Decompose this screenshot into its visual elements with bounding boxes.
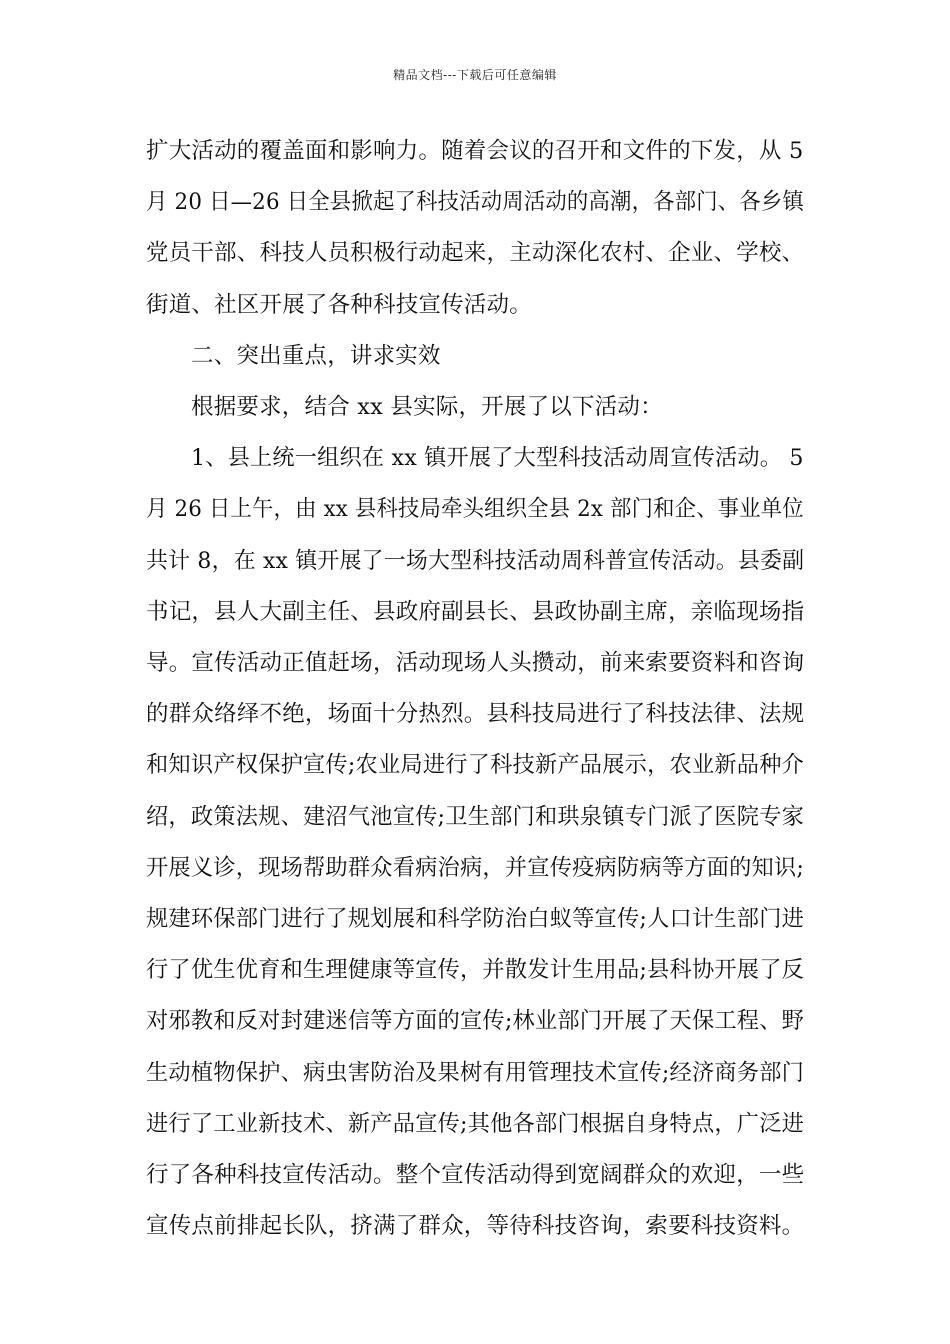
- text-line: 街道、社区开展了各种科技宣传活动。: [146, 291, 532, 318]
- text-line: 扩大活动的覆盖面和影响力。随着会议的召开和文件的下发，从 5: [146, 138, 804, 164]
- text-line: 进行了工业新技术、新产品宣传;其他各部门根据自身特点，广泛进: [146, 1110, 805, 1137]
- text-line: 的群众络绎不绝，场面十分热烈。县科技局进行了科技法律、法规: [146, 701, 805, 728]
- page-header: 精品文档---下载后可任意编辑: [393, 68, 557, 82]
- text-line: 宣传点前排起长队，挤满了群众，等待科技咨询，索要科技资料。: [146, 1213, 805, 1240]
- text-line: 二、突出重点，讲求实效: [191, 342, 441, 369]
- text-line: 绍，政策法规、建沼气池宣传;卫生部门和珙泉镇专门派了医院专家: [146, 803, 805, 830]
- text-line: 1、县上统一组织在 xx 镇开展了大型科技活动周宣传活动。 5: [191, 445, 804, 472]
- text-line: 行了优生优育和生理健康等宣传，并散发计生用品;县科协开展了反: [146, 957, 805, 984]
- text-line: 行了各种科技宣传活动。整个宣传活动得到宽阔群众的欢迎，一些: [146, 1162, 805, 1188]
- text-line: 根据要求，结合 xx 县实际，开展了以下活动：: [191, 394, 663, 420]
- text-line: 导。宣传活动正值赶场，活动现场人头攒动，前来索要资料和咨询: [146, 650, 805, 676]
- text-line: 共计 8，在 xx 镇开展了一场大型科技活动周科普宣传活动。县委副: [146, 547, 805, 574]
- text-line: 和知识产权保护宣传;农业局进行了科技新产品展示，农业新品种介: [146, 752, 805, 779]
- text-line: 月 26 日上午，由 xx 县科技局牵头组织全县 2x 部门和企、事业单位: [146, 496, 804, 523]
- text-line: 开展义诊，现场帮助群众看病治病，并宣传疫病防病等方面的知识;: [146, 854, 805, 881]
- text-line: 规建环保部门进行了规划展和科学防治白蚁等宣传;人口计生部门进: [146, 906, 805, 932]
- text-line: 党员干部、科技人员积极行动起来，主动深化农村、企业、学校、: [146, 240, 805, 267]
- text-line: 书记，县人大副主任、县政府副县长、县政协副主席，亲临现场指: [146, 598, 805, 625]
- text-line: 对邪教和反对封建迷信等方面的宣传;林业部门开展了天保工程、野: [146, 1008, 805, 1035]
- text-line: 生动植物保护、病虫害防治及果树有用管理技术宣传;经济商务部门: [146, 1059, 805, 1086]
- text-line: 月 20 日—26 日全县掀起了科技活动周活动的高潮，各部门、各乡镇: [146, 189, 805, 216]
